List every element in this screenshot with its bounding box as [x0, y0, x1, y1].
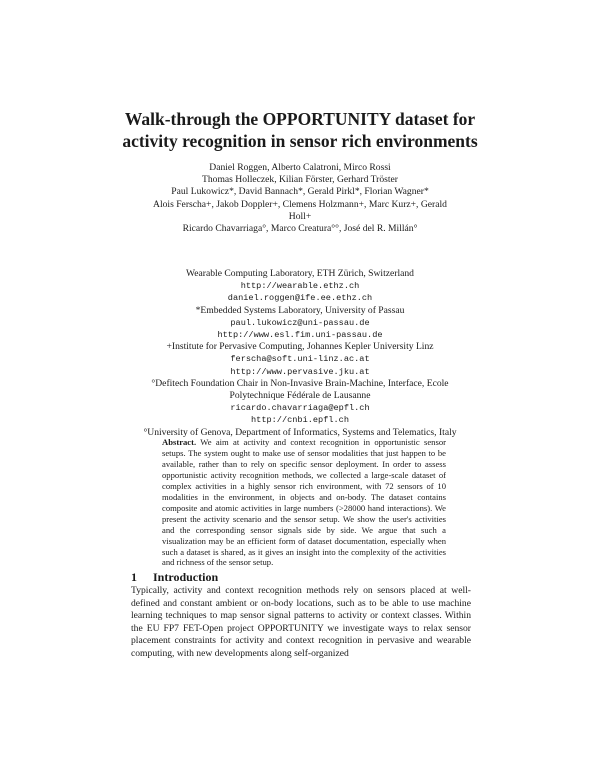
affiliation-email: ferscha@soft.uni-linz.ac.at: [230, 354, 370, 365]
paper-title: [60, 108, 540, 152]
title-line: activity recognition in sensor rich environments: [122, 131, 478, 151]
affiliation-email: daniel.roggen@ife.ee.ethz.ch: [227, 293, 373, 304]
section-number: 1: [131, 570, 137, 584]
affiliation-line: Polytechnique Fédérale de Lausanne: [229, 390, 371, 402]
author-line: Holl+: [288, 210, 312, 222]
affiliation-line: °University of Genova, Department of Informatics, Systems and Telematics, Italy: [143, 426, 457, 438]
affiliation-url: http://www.pervasive.jku.at: [230, 366, 370, 377]
author-list: [100, 162, 500, 235]
title-line: Walk-through the OPPORTUNITY dataset for: [124, 109, 476, 129]
author-line: Alois Ferscha+, Jakob Doppler+, Clemens Holzmann+, Marc Kurz+, Gerald: [153, 198, 447, 210]
abstract: [162, 437, 446, 568]
section-title: Introduction: [153, 570, 219, 584]
section-heading: [131, 570, 218, 585]
affiliation-list: [100, 268, 500, 439]
affiliation-line: +Institute for Pervasive Computing, Johannes Kepler University Linz: [166, 341, 434, 353]
affiliation-url: http://www.esl.fim.uni-passau.de: [217, 330, 383, 341]
affiliation-line: Wearable Computing Laboratory, ETH Zürich, Switzerland: [186, 268, 414, 279]
affiliation-email: ricardo.chavarriaga@epfl.ch: [230, 403, 370, 414]
affiliation-line: *Embedded Systems Laboratory, University of Passau: [195, 304, 405, 316]
section-body: Typically, activity and context recognition methods rely on sensors placed at well-defined and constant ambient or on-body locations, such as to be able to use machine learning techniques to map sensor signal patterns to activity or context classes. Within the EU FP7 FET-Open project OPPORTUNITY we investigate ways to relax sensor placement constraints for activity and context recognition in pervasive and wearable computing, with new developments along self-organized: [131, 585, 471, 659]
author-line: Daniel Roggen, Alberto Calatroni, Mirco Rossi: [209, 162, 391, 173]
author-line: Paul Lukowicz*, David Bannach*, Gerald Pirkl*, Florian Wagner*: [171, 186, 429, 198]
affiliation-line: °Defitech Foundation Chair in Non-Invasive Brain-Machine, Interface, Ecole: [151, 377, 449, 389]
author-line: Thomas Holleczek, Kilian Förster, Gerhard Tröster: [202, 174, 398, 186]
author-line: Ricardo Chavarriaga°, Marco Creatura°°, José del R. Millán°: [182, 223, 418, 235]
affiliation-email: paul.lukowicz@uni-passau.de: [230, 317, 370, 328]
affiliation-url: http://wearable.ethz.ch: [240, 281, 360, 292]
abstract-text: We aim at activity and context recognition in opportunistic sensor setups. The system ought to make use of sensor modalities that just happen to be available, rather than to rely on specific sensor deployment. In order to assess opportunistic activity recognition methods, we collected a large-scale dataset of complex activities in a highly sensor rich environment, with 72 sensors of 10 modalities in the environment, in objects and on-body. The dataset contains composite and atomic activities in large numbers (>28000 hand interactions). We present the activity scenario and the sensor setup. We show the user's activities and the corresponding sensor signals side by side. We argue that such a visualization may be an efficient form of dataset documentation, especially when such a dataset is shared, as it gives an insight into the complexity of the activities and richness of the sensor setup.: [162, 437, 446, 568]
abstract-label: Abstract.: [162, 437, 197, 447]
affiliation-url: http://cnbi.epfl.ch: [251, 415, 349, 426]
